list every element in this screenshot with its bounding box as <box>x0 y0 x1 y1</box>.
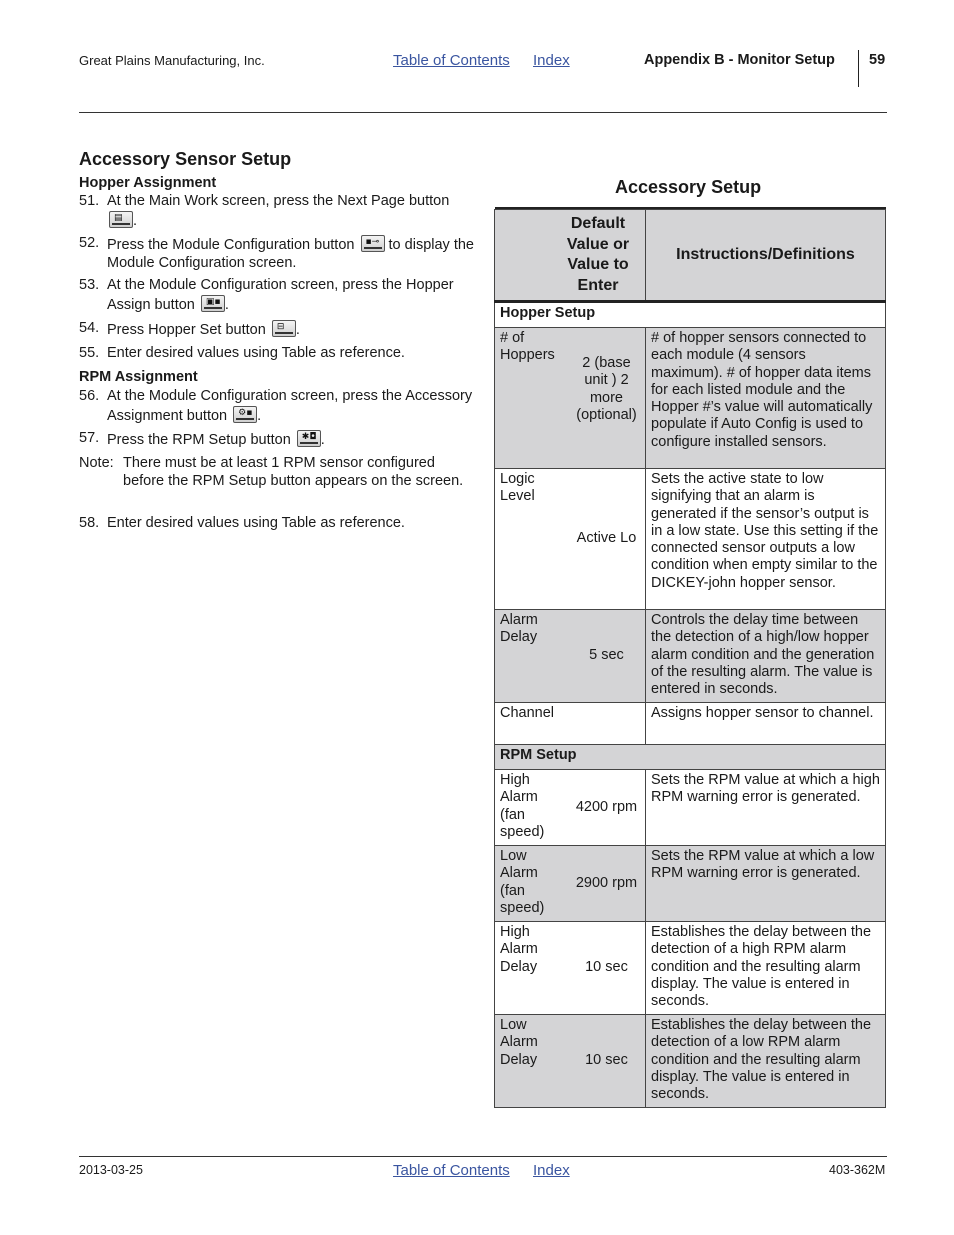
description-cell: Assigns hopper sensor to channel. <box>646 703 886 745</box>
table-row <box>495 846 886 922</box>
hopper-assign-button-icon: ▣▪ <box>201 295 225 312</box>
table-header-row <box>495 210 886 302</box>
step-text: Enter desired values using Table as reference. <box>107 515 405 531</box>
section-row-rpm-setup <box>495 745 886 770</box>
default-cell: 5 sec <box>568 610 646 703</box>
column-header-default: Default Value or Value to Enter <box>495 210 646 302</box>
step-text: At the Module Configuration screen, press the Accessory Assignment button <box>107 388 473 424</box>
default-cell: 10 sec <box>568 1015 646 1108</box>
note <box>79 455 474 490</box>
footer-doc-number: 403-362M <box>829 1163 886 1177</box>
module-config-button-icon: ▪⊸ <box>361 235 385 252</box>
default-cell: 10 sec <box>568 922 646 1015</box>
description-cell: Establishes the delay between the detection of a low RPM alarm condition and the resulting alarm display. The value is entered in seconds. <box>646 1015 886 1108</box>
table-row <box>495 328 886 469</box>
param-cell: Channel <box>495 703 568 745</box>
step-number: 51. <box>79 193 100 209</box>
step-number: 54. <box>79 320 100 336</box>
section-label: Hopper Setup <box>495 302 886 328</box>
header-toc-link[interactable]: Table of Contents <box>393 52 510 69</box>
param-cell: High Alarm Delay <box>495 922 568 1015</box>
description-cell: Establishes the delay between the detection of a high RPM alarm condition and the resulting alarm display. The value is entered in seconds. <box>646 922 886 1015</box>
header-company: Great Plains Manufacturing, Inc. <box>79 53 265 68</box>
param-cell: High Alarm (fan speed) <box>495 770 568 846</box>
default-cell: 2900 rpm <box>568 846 646 922</box>
step-52: 52. Press the Module Configuration button ▪⊸ to display the Module Configuration screen. <box>79 235 474 271</box>
header-rule <box>79 112 887 113</box>
step-text: Press the RPM Setup button <box>107 432 291 448</box>
default-cell: 2 (base unit ) 2 more (optional) <box>568 328 646 469</box>
step-text: Press the Module Configuration button <box>107 237 355 253</box>
note-label: Note: <box>79 455 114 471</box>
footer-rule <box>79 1156 887 1157</box>
step-number: 53. <box>79 277 100 293</box>
param-cell: Low Alarm Delay <box>495 1015 568 1108</box>
param-cell: Low Alarm (fan speed) <box>495 846 568 922</box>
column-header-instructions: Instructions/Definitions <box>646 210 886 302</box>
rpm-setup-button-icon: ✱◘ <box>297 430 321 447</box>
step-57: 57. Press the RPM Setup button ✱◘ . <box>79 430 325 448</box>
rpm-assignment-heading: RPM Assignment <box>79 369 198 385</box>
step-53: 53. At the Module Configuration screen, press the Hopper Assign button ▣▪ . <box>79 277 454 313</box>
accessory-assign-button-icon: ⚙▪ <box>233 406 257 423</box>
table-row <box>495 469 886 610</box>
step-number: 58. <box>79 515 100 531</box>
step-number: 55. <box>79 345 100 361</box>
table-row <box>495 922 886 1015</box>
accessory-setup-table <box>494 209 886 1108</box>
header-divider <box>858 50 859 87</box>
param-cell: Alarm Delay <box>495 610 568 703</box>
description-cell: Controls the delay time between the detection of a high/low hopper alarm condition and the generation of the resulting alarm. The value is entered in seconds. <box>646 610 886 703</box>
default-cell: 4200 rpm <box>568 770 646 846</box>
section-title: Accessory Sensor Setup <box>79 149 292 169</box>
table-row <box>495 770 886 846</box>
step-text: At the Main Work screen, press the Next Page button <box>107 193 450 209</box>
param-cell: Logic Level <box>495 469 568 610</box>
note-text: There must be at least 1 RPM sensor configured before the RPM Setup button appears on the screen. <box>123 455 464 489</box>
step-58 <box>79 515 474 533</box>
hopper-set-button-icon: ⊟ <box>272 320 296 337</box>
description-cell: # of hopper sensors connected to each module (4 sensors maximum). # of hopper data items for each listed module and the Hopper #’s value will automatically populate if Auto Config is used to configure installed sensors. <box>646 328 886 469</box>
step-54: 54. Press Hopper Set button ⊟ . <box>79 320 300 338</box>
step-number: 52. <box>79 235 100 251</box>
description-cell: Sets the RPM value at which a high RPM warning error is generated. <box>646 770 886 846</box>
next-page-button-icon: ▤ <box>109 211 133 228</box>
default-cell <box>568 703 646 745</box>
step-55 <box>79 345 474 363</box>
step-text: Enter desired values using Table as reference. <box>107 345 405 361</box>
footer-date: 2013-03-25 <box>79 1163 143 1177</box>
section-label: RPM Setup <box>495 745 886 770</box>
param-cell: # of Hoppers <box>495 328 568 469</box>
table-row <box>495 703 886 745</box>
footer-index-link[interactable]: Index <box>533 1162 570 1179</box>
hopper-assignment-heading: Hopper Assignment <box>79 175 217 191</box>
table-title: Accessory Setup <box>615 177 762 197</box>
step-56: 56. At the Module Configuration screen, press the Accessory Assignment button ⚙▪ . <box>79 388 473 424</box>
step-number: 56. <box>79 388 100 404</box>
section-row-hopper-setup <box>495 302 886 328</box>
page-number: 59 <box>869 52 886 68</box>
description-cell: Sets the active state to low signifying that an alarm is generated if the sensor’s output is in a low state. Use this setting if the connected sensor outputs a low condition when empty similar to the DICKEY-john hopper sensor. <box>646 469 886 610</box>
table-row <box>495 1015 886 1108</box>
step-number: 57. <box>79 430 100 446</box>
step-text: At the Module Configuration screen, press the Hopper Assign button <box>107 277 454 313</box>
header-section-title: Appendix B - Monitor Setup <box>644 52 835 68</box>
step-text: Press Hopper Set button <box>107 322 266 338</box>
default-cell: Active Lo <box>568 469 646 610</box>
description-cell: Sets the RPM value at which a low RPM warning error is generated. <box>646 846 886 922</box>
footer-toc-link[interactable]: Table of Contents <box>393 1162 510 1179</box>
header-index-link[interactable]: Index <box>533 52 570 69</box>
step-51: 51. At the Main Work screen, press the Next Page button ▤ . <box>79 193 450 229</box>
table-row <box>495 610 886 703</box>
